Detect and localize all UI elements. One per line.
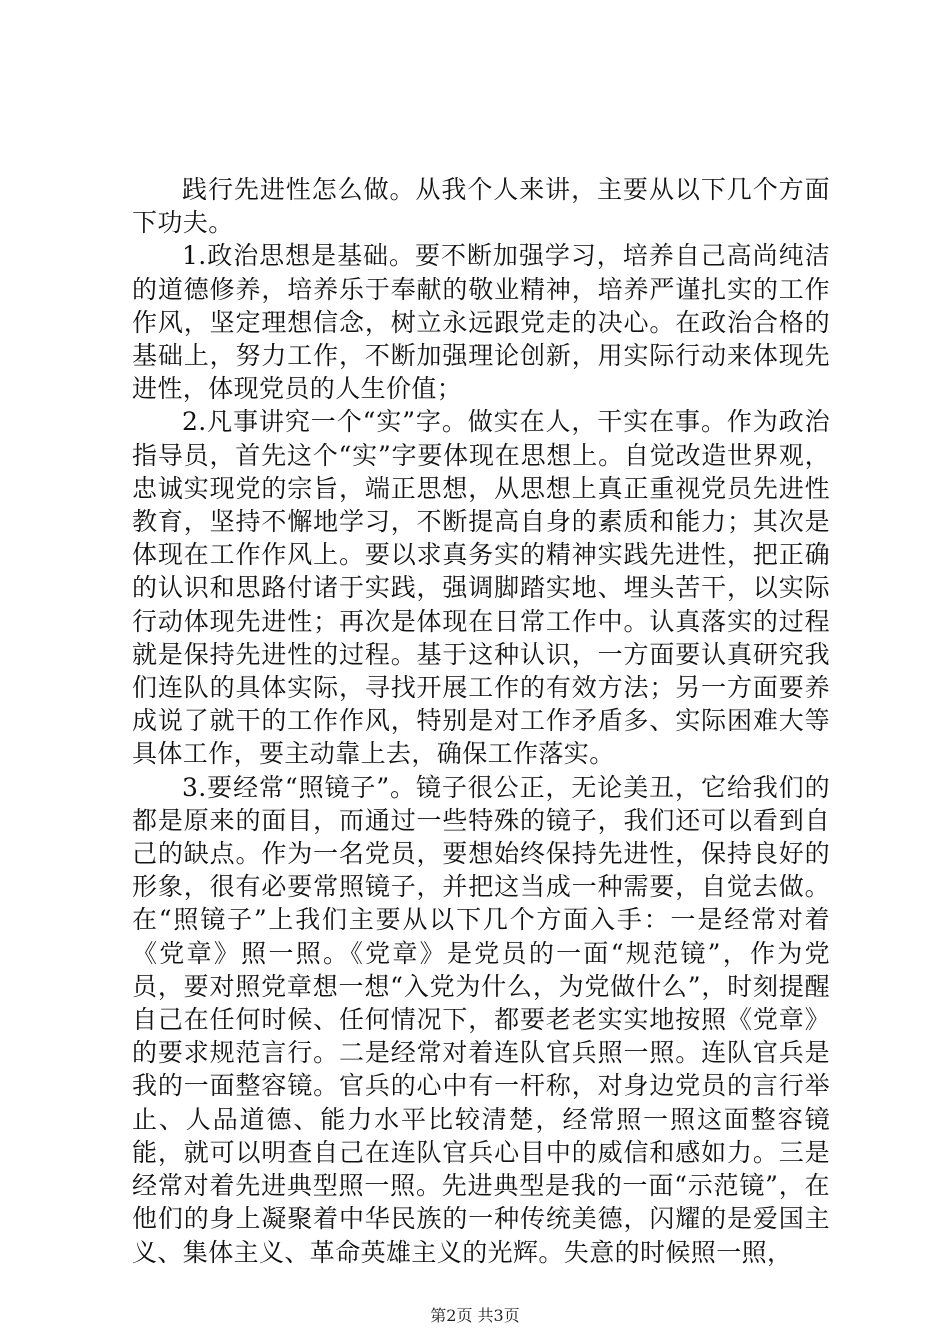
paragraph-intro: 践行先进性怎么做。从我个人来讲，主要从以下几个方面下功夫。 — [132, 175, 830, 238]
paragraph-point-1: 1.政治思想是基础。要不断加强学习，培养自己高尚纯洁的道德修养，培养乐于奉献的敬业精神，培养严谨扎实的工作作风，坚定理想信念，树立永远跟党走的决心。在政治合格的基础上，努力工作，不断加强理论创新，用实际行动来体现先进性，体现党员的人生价值； — [132, 241, 830, 404]
document-body — [132, 173, 830, 1269]
paragraph-point-2: 2.凡事讲究一个“实”字。做实在人，干实在事。作为政治指导员，首先这个“实”字要体现在思想上。自觉改造世界观，忠诚实现党的宗旨，端正思想，从思想上真正重视党员先进性教育，坚持不懈地学习，不断提高自身的素质和能力；其次是体现在工作作风上。要以求真务实的精神实践先进性，把正确的认识和思路付诸于实践，强调脚踏实地、埋头苦干，以实际行动体现先进性；再次是体现在日常工作中。认真落实的过程就是保持先进性的过程。基于这种认识，一方面要认真研究我们连队的具体实际，寻找开展工作的有效方法；另一方面要养成说了就干的工作作风，特别是对工作矛盾多、实际困难大等具体工作，要主动靠上去，确保工作落实。 — [132, 407, 830, 769]
paragraph-point-3: 3.要经常“照镜子”。镜子很公正，无论美丑，它给我们的都是原来的面目，而通过一些特殊的镜子，我们还可以看到自己的缺点。作为一名党员，要想始终保持先进性，保持良好的形象，很有必要常照镜子，并把这当成一种需要，自觉去做。在“照镜子”上我们主要从以下几个方面入手：一是经常对着《党章》照一照。《党章》是党员的一面“规范镜”，作为党员，要对照党章想一想“入党为什么，为党做什么”，时刻提醒自己在任何时候、任何情况下，都要老老实实地按照《党章》的要求规范言行。二是经常对着连队官兵照一照。连队官兵是我的一面整容镜。官兵的心中有一杆称，对身边党员的言行举止、人品道德、能力水平比较清楚，经常照一照这面整容镜能，就可以明查自己在连队官兵心目中的威信和感如力。三是经常对着先进典型照一照。先进典型是我的一面“示范镜”，在他们的身上凝聚着中华民族的一种传统美德，闪耀的是爱国主义、集体主义、革命英雄主义的光辉。失意的时候照一照， — [132, 772, 830, 1267]
page-number-footer: 第2页 共3页 — [430, 1306, 520, 1325]
